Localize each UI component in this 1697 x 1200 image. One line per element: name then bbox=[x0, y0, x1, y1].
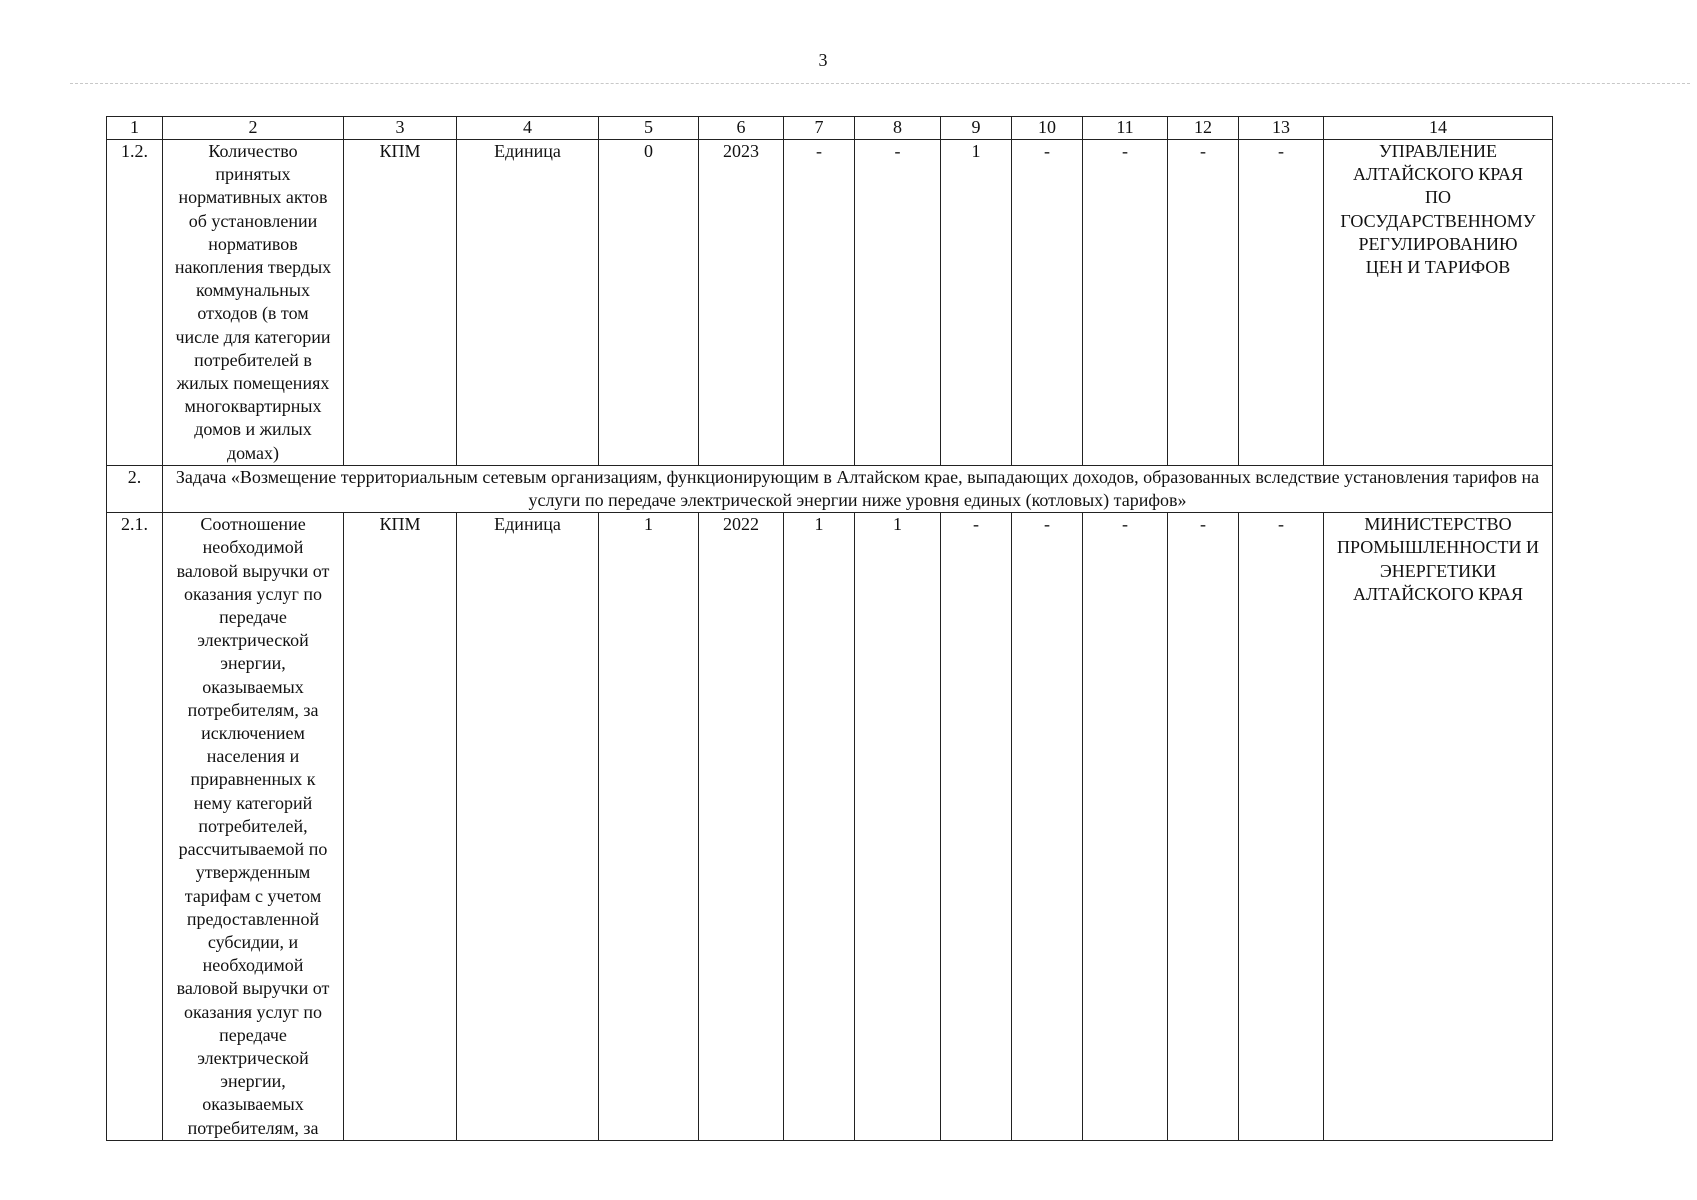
page-number: 3 bbox=[818, 50, 828, 70]
column-number-header: 8 bbox=[855, 117, 941, 140]
value-cell: - bbox=[941, 513, 1012, 1140]
column-number-header: 5 bbox=[599, 117, 699, 140]
task-description: Задача «Возмещение территориальным сетевым организациям, функционирующим в Алтайском крае, выпадающих доходов, образованных вследствие установления тарифов на услуги по передаче электрической энергии ниже уровня единых (котловых) тарифов» bbox=[163, 465, 1553, 512]
value-cell: - bbox=[1168, 140, 1239, 466]
base-value: 0 bbox=[599, 140, 699, 466]
indicator-name: Соотношение необходимой валовой выручки от оказания услуг по передаче электрической энергии, оказываемых потребителям, за исключением населения и приравненных к нему категорий потребителей, рассчитываемой по утвержденным тарифам с учетом предоставленной субсидии, и необходимой валовой выручки от оказания услуг по передаче электрической энергии, оказываемых потребителям, за bbox=[163, 513, 344, 1140]
value-cell: 1 bbox=[941, 140, 1012, 466]
indicator-type: КПМ bbox=[344, 513, 457, 1140]
column-number-header: 3 bbox=[344, 117, 457, 140]
table-row bbox=[107, 513, 1553, 1140]
column-number-header: 13 bbox=[1239, 117, 1324, 140]
responsible-agency: УПРАВЛЕНИЕ АЛТАЙСКОГО КРАЯ ПО ГОСУДАРСТВЕННОМУ РЕГУЛИРОВАНИЮ ЦЕН И ТАРИФОВ bbox=[1324, 140, 1553, 466]
column-number-header: 4 bbox=[457, 117, 599, 140]
value-cell: 1 bbox=[855, 513, 941, 1140]
value-cell: - bbox=[1012, 513, 1083, 1140]
indicator-name: Количество принятых нормативных актов об установлении нормативов накопления твердых коммунальных отходов (в том числе для категории потребителей в жилых помещениях многоквартирных домов и жилых домах) bbox=[163, 140, 344, 466]
unit-of-measure: Единица bbox=[457, 140, 599, 466]
responsible-agency: МИНИСТЕРСТВО ПРОМЫШЛЕННОСТИ И ЭНЕРГЕТИКИ АЛТАЙСКОГО КРАЯ bbox=[1324, 513, 1553, 1140]
value-cell: - bbox=[855, 140, 941, 466]
row-number: 2.1. bbox=[107, 513, 163, 1140]
value-cell: - bbox=[1083, 513, 1168, 1140]
value-cell: - bbox=[1168, 513, 1239, 1140]
unit-of-measure: Единица bbox=[457, 513, 599, 1140]
column-number-header: 12 bbox=[1168, 117, 1239, 140]
value-cell: - bbox=[1012, 140, 1083, 466]
value-cell: - bbox=[1083, 140, 1168, 466]
column-number-header: 1 bbox=[107, 117, 163, 140]
value-cell: - bbox=[1239, 140, 1324, 466]
column-number-header: 11 bbox=[1083, 117, 1168, 140]
table-row bbox=[107, 140, 1553, 466]
column-number-header: 7 bbox=[784, 117, 855, 140]
column-number-header: 2 bbox=[163, 117, 344, 140]
divider bbox=[70, 83, 1690, 84]
column-number-header: 6 bbox=[699, 117, 784, 140]
base-value: 1 bbox=[599, 513, 699, 1140]
base-year: 2022 bbox=[699, 513, 784, 1140]
value-cell: - bbox=[784, 140, 855, 466]
column-number-header: 9 bbox=[941, 117, 1012, 140]
row-number: 2. bbox=[107, 465, 163, 512]
column-number-header: 14 bbox=[1324, 117, 1553, 140]
value-cell: - bbox=[1239, 513, 1324, 1140]
column-number-header: 10 bbox=[1012, 117, 1083, 140]
table-header-row bbox=[107, 117, 1553, 140]
task-row bbox=[107, 465, 1553, 512]
base-year: 2023 bbox=[699, 140, 784, 466]
indicators-table bbox=[106, 116, 1553, 1141]
value-cell: 1 bbox=[784, 513, 855, 1140]
indicator-type: КПМ bbox=[344, 140, 457, 466]
row-number: 1.2. bbox=[107, 140, 163, 466]
